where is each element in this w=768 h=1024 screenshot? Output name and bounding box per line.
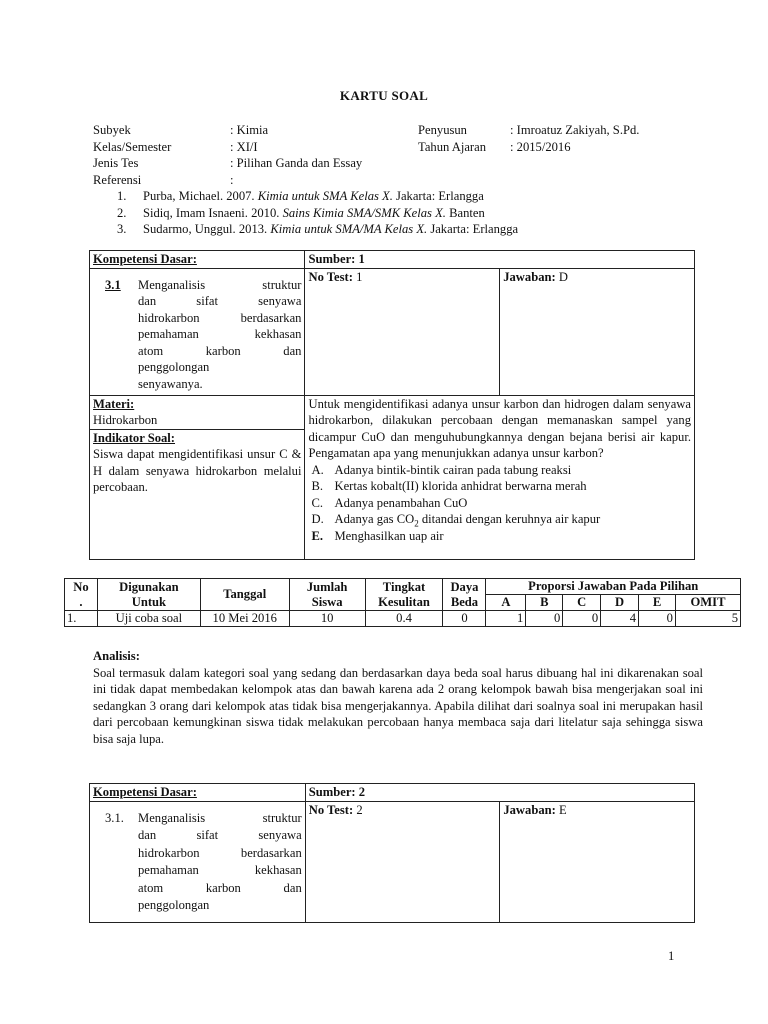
materi-value: Hidrokarbon (93, 413, 158, 427)
analysis-text: Soal termasuk dalam kategori soal yang sedang dan berdasarkan daya beda soal harus dibuang hal ini dikarenakan soal ini tidak dapat membedakan kelompok atas dan bawah karena ada 2 orang kelompok bawah bisa mengerjakan soal ini sedangkan 3 orang dari kelompok atas tidak bisa mengerjakannya. Apabila dilihat dari soalnya soal ini merupakan hasil dari percobaan kemungkinan siswa tidak melakukan percobaan hanya membaca saja dari litelatur saja sehingga siswa bisa saja lupa. (93, 665, 703, 746)
page-number: 1 (668, 949, 675, 963)
reference-number: 3. (117, 222, 127, 236)
kd-description (93, 810, 302, 915)
reference-number: 1. (117, 189, 127, 203)
cell-d: 4 (601, 611, 639, 627)
question-card-1 (89, 250, 695, 560)
jenis-value: : Pilihan Ganda dan Essay (230, 156, 363, 170)
kd-description (93, 277, 301, 393)
indikator-text: Siswa dapat mengidentifikasi unsur C & H dalam senyawa hidrokarbon melalui percobaan. (93, 447, 302, 494)
jawaban-label: Jawaban: (503, 802, 556, 817)
reference-title: Kimia untuk SMA Kelas X. (257, 189, 393, 203)
kd-label: Kompetensi Dasar: (90, 784, 306, 802)
table-row (65, 611, 741, 627)
kd-line: atom karbon dan (138, 880, 302, 895)
kd-line: pemahaman kekhasan (138, 863, 302, 877)
reference-title: Kimia untuk SMA/MA Kelas X. (270, 222, 428, 236)
jawaban-value: E (555, 802, 567, 817)
subyek-label: Subyek (93, 123, 131, 137)
no-test-label: No Test: (308, 802, 354, 817)
option-letter: D. (311, 512, 324, 526)
kd-line: senyawanya. (138, 376, 203, 391)
option-letter: E. (311, 528, 324, 543)
cell-e: 0 (639, 611, 676, 627)
referensi-value: : (230, 172, 234, 187)
col-proporsi: Proporsi Jawaban Pada Pilihan (486, 579, 741, 595)
kd-line: atom karbon dan (138, 343, 302, 358)
jawaban-label: Jawaban: (503, 269, 556, 284)
reference-author: Purba, Michael. 2007. (143, 189, 258, 203)
meta-block (93, 122, 713, 188)
option-text: Adanya bintik-bintik cairan pada tabung reaksi (334, 462, 572, 477)
kd-number: 3.1 (105, 277, 121, 292)
kd-line: penggolongan (138, 360, 210, 374)
reference-publisher: Jakarta: Erlangga (427, 222, 519, 236)
indikator-label: Indikator Soal: (93, 430, 176, 445)
no-test-value: 1 (352, 269, 363, 284)
answer-options (308, 462, 691, 545)
kelas-label: Kelas/Semester (93, 139, 172, 154)
tahun-value: : 2015/2016 (510, 139, 571, 154)
col-omit: OMIT (675, 595, 740, 611)
cell-omit: 5 (675, 611, 740, 627)
reference-publisher: Jakarta: Erlangga (392, 189, 484, 203)
col-b: B (526, 595, 563, 611)
col-c: C (563, 595, 601, 611)
option-subscript: 2 (414, 518, 419, 529)
sumber-label: Sumber: 2 (305, 784, 694, 802)
kd-line: pemahaman kekhasan (138, 327, 302, 341)
kd-line: penggolongan (138, 898, 210, 912)
col-digunakan: Digunakan Untuk (97, 579, 200, 611)
reference-publisher: Banten (445, 205, 485, 220)
cell-jumlah: 10 (289, 611, 365, 627)
question-card-2 (89, 783, 695, 923)
col-kesulitan: Tingkat Kesulitan (365, 579, 443, 611)
option-letter: B. (311, 479, 324, 493)
subyek-value: : Kimia (230, 123, 269, 137)
referensi-label: Referensi (93, 172, 142, 187)
cell-beda: 0 (443, 611, 486, 627)
col-daya-beda: Daya Beda (443, 579, 486, 611)
reference-author: Sudarmo, Unggul. 2013. (143, 222, 271, 236)
option-text: Menghasilkan uap air (334, 528, 444, 543)
option-text: Adanya penambahan CuO (334, 495, 468, 510)
kd-line: Menganalisis struktur (138, 810, 302, 825)
col-tanggal: Tanggal (200, 579, 289, 611)
kd-line: Menganalisis struktur (138, 277, 302, 292)
option-text: Adanya gas CO (334, 512, 415, 526)
kd-line: hidrokarbon berdasarkan (138, 845, 302, 860)
reference-title: Sains Kimia SMA/SMK Kelas X. (282, 205, 446, 220)
option-text: ditandai dengan keruhnya air kapur (418, 512, 601, 526)
no-test-label: No Test: (308, 269, 353, 284)
cell-b: 0 (526, 611, 563, 627)
col-jumlah: Jumlah Siswa (289, 579, 365, 611)
option-a (308, 462, 691, 479)
option-b (308, 478, 691, 495)
jenis-label: Jenis Tes (93, 156, 139, 170)
kd-line: dan sifat senyawa (138, 294, 302, 308)
cell-c: 0 (563, 611, 601, 627)
cell-tanggal: 10 Mei 2016 (200, 611, 289, 627)
kelas-value: : XI/I (230, 139, 258, 154)
question-text: Untuk mengidentifikasi adanya unsur karbon dan hidrogen dalam senyawa hidrokarbon, dilakukan percobaan dengan memanaskan sampel yang dicampur CuO dan menguhubungkannya dengan bejana berisi air kapur. Pengamatan apa yang menunjukkan adanya unsur karbon? (308, 396, 691, 460)
kd-line: dan sifat senyawa (138, 828, 302, 842)
col-e: E (639, 595, 676, 611)
option-c (308, 495, 691, 512)
cell-a: 1 (486, 611, 526, 627)
kd-line: hidrokarbon berdasarkan (138, 310, 302, 325)
kd-number: 3.1. (105, 810, 124, 825)
reference-number: 2. (117, 205, 127, 220)
no-test-value: 2 (353, 802, 363, 817)
page-title: KARTU SOAL (339, 88, 429, 103)
col-d: D (601, 595, 639, 611)
penyusun-value: : Imroatuz Zakiyah, S.Pd. (510, 123, 640, 137)
col-a: A (486, 595, 526, 611)
cell-kesulitan: 0.4 (365, 611, 443, 627)
option-e (308, 528, 691, 545)
reference-author: Sidiq, Imam Isnaeni. 2010. (143, 205, 283, 220)
item-statistics-table (64, 578, 741, 627)
kd-label: Kompetensi Dasar: (90, 251, 305, 269)
col-no: No . (65, 579, 98, 611)
cell-digunakan: Uji coba soal (97, 611, 200, 627)
jawaban-value: D (555, 269, 568, 284)
analysis-section (93, 648, 703, 747)
sumber-label: Sumber: 1 (305, 251, 695, 269)
penyusun-label: Penyusun (418, 123, 467, 137)
option-letter: A. (311, 462, 324, 477)
option-letter: C. (311, 495, 324, 510)
cell-no: 1. (65, 611, 98, 627)
option-d (308, 511, 691, 528)
option-text: Kertas kobalt(II) klorida anhidrat berwarna merah (334, 479, 587, 493)
materi-label: Materi: (93, 396, 135, 411)
analysis-label: Analisis: (93, 649, 140, 663)
tahun-label: Tahun Ajaran (418, 139, 487, 154)
